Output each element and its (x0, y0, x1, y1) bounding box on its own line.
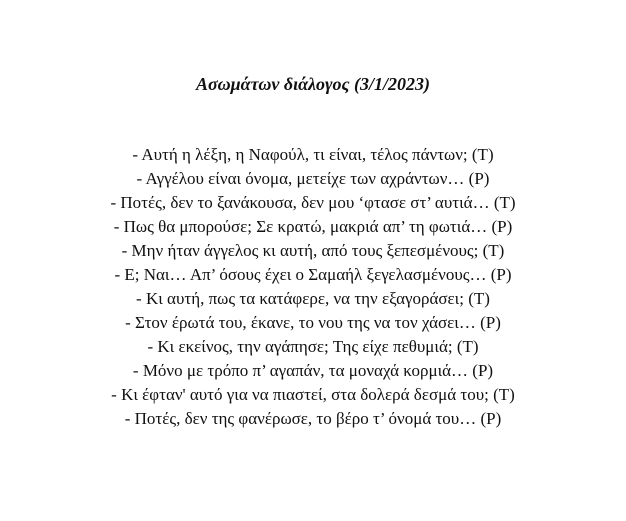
poem-body (0, 143, 626, 431)
poem-line: - Μην ήταν άγγελος κι αυτή, από τους ξεπεσμένους; (Τ) (121, 241, 505, 260)
poem-line: - Αγγέλου είναι όνομα, μετείχε των αχράντων… (Ρ) (136, 169, 490, 188)
poem-title: Ασωμάτων διάλογος (3/1/2023) (195, 74, 431, 94)
poem-line: - Κι αυτή, πως τα κατάφερε, να την εξαγοράσει; (Τ) (136, 289, 490, 308)
poem-line: - Ποτές, δεν το ξανάκουσα, δεν μου ‘φτασε στ’ αυτιά… (Τ) (110, 193, 516, 212)
poem-line: - Πως θα μπορούσε; Σε κρατώ, μακριά απ’ τη φωτιά… (Ρ) (113, 217, 513, 236)
poem-line: - Κι εκείνος, την αγάπησε; Της είχε πεθυμιά; (Τ) (147, 337, 479, 356)
poem-line: - Ποτές, δεν της φανέρωσε, το βέρο τ’ όνομά του… (Ρ) (124, 409, 502, 428)
poem-line: - Στον έρωτά του, έκανε, το νου της να τον χάσει… (Ρ) (125, 313, 501, 332)
poem-line: - Αυτή η λέξη, η Ναφούλ, τι είναι, τέλος πάντων; (Τ) (132, 145, 494, 164)
poem-line: - Κι έφταν' αυτό για να πιαστεί, στα δολερά δεσμά του; (Τ) (111, 385, 515, 404)
poem-line: - Ε; Ναι… Απ’ όσους έχει ο Σαμαήλ ξεγελασμένους… (Ρ) (114, 265, 512, 284)
poem-line: - Μόνο με τρόπο π’ αγαπάν, τα μοναχά κορμιά… (Ρ) (132, 361, 494, 380)
